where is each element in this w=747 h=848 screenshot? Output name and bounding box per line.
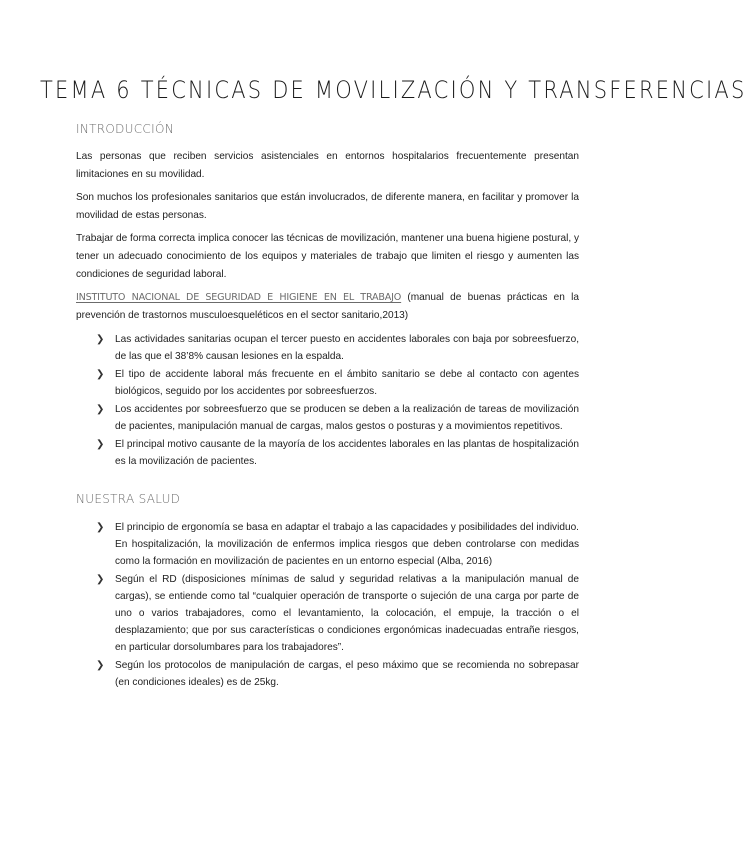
chevron-right-icon: ❯ [96, 439, 105, 450]
intro-paragraph-3: Trabajar de forma correcta implica conocer las técnicas de movilización, mantener una buena higiene postural, y tener un adecuado conocimiento de los equipos y materiales de trabajo que limiten el riesgo y aumenten las condiciones de seguridad laboral. [76, 233, 579, 280]
intro-paragraph-1: Las personas que reciben servicios asistenciales en entornos hospitalarios frecuentemente presentan limitaciones en su movilidad. [76, 151, 579, 180]
page-title: TEMA 6 TÉCNICAS DE MOVILIZACIÓN Y TRANSFERENCIAS [40, 76, 747, 104]
list-item [96, 657, 579, 691]
section-heading-nuestra-salud: NUESTRA SALUD [76, 492, 181, 506]
chevron-right-icon: ❯ [96, 334, 105, 345]
list-item-text: El principio de ergonomía se basa en adaptar el trabajo a las capacidades y posibilidades del individuo. En hospitalización, la movilización de enfermos implica riesgos que deben controlarse con medidas como la formación en movilización de pacientes en un entorno especial (Alba, 2016) [115, 522, 579, 567]
list-item [96, 366, 579, 400]
intro-paragraph-2: Son muchos los profesionales sanitarios que están involucrados, de diferente manera, en facilitar y promover la movilidad de estas personas. [76, 192, 579, 221]
list-item [96, 519, 579, 570]
list-item-text: El tipo de accidente laboral más frecuente en el ámbito sanitario se debe al contacto con agentes biológicos, seguido por los accidentes por sobreesfuerzos. [115, 369, 579, 397]
chevron-right-icon: ❯ [96, 404, 105, 415]
list-item-text: Las actividades sanitarias ocupan el tercer puesto en accidentes laborales con baja por sobreesfuerzo, de las que el 38’8% causan lesiones en la espalda. [115, 334, 579, 362]
chevron-right-icon: ❯ [96, 660, 105, 671]
section-heading-instituto: INSTITUTO NACIONAL DE SEGURIDAD E HIGIENE EN EL TRABAJO [76, 292, 402, 303]
list-item-text: El principal motivo causante de la mayoría de los accidentes laborales en las plantas de hospitalización es la movilización de pacientes. [115, 439, 579, 467]
list-item [96, 436, 579, 470]
list-item-text: Según el RD (disposiciones mínimas de salud y seguridad relativas a la manipulación manual de cargas), se entiende como tal “cualquier operación de transporte o sujeción de una carga por parte de uno o varios trabajadores, como el levantamiento, la colocación, el empuje, la tracción o el desplazamiento; que por sus características o condiciones ergonómicas inadecuadas entrañe riesgos, en particular dorsolumbares para los trabajadores”. [115, 574, 579, 653]
institute-paragraph [76, 289, 579, 325]
institute-reference-text: (manual de buenas prácticas en la prevención de trastornos musculoesqueléticos en el sector sanitario,2013) [76, 292, 579, 321]
institute-bullet-list [96, 331, 579, 471]
chevron-right-icon: ❯ [96, 574, 105, 585]
list-item-text: Según los protocolos de manipulación de cargas, el peso máximo que se recomienda no sobrepasar (en condiciones ideales) es de 25kg. [115, 660, 579, 688]
health-bullet-list [96, 519, 579, 692]
list-item-text: Los accidentes por sobreesfuerzo que se producen se deben a la realización de tareas de movilización de pacientes, manipulación manual de cargas, malos gestos o posturas y a movimientos repetitivos. [115, 404, 579, 432]
chevron-right-icon: ❯ [96, 522, 105, 533]
list-item [96, 571, 579, 656]
section-heading-introduccion: INTRODUCCIÓN [76, 122, 174, 136]
chevron-right-icon: ❯ [96, 369, 105, 380]
list-item [96, 331, 579, 365]
list-item [96, 401, 579, 435]
